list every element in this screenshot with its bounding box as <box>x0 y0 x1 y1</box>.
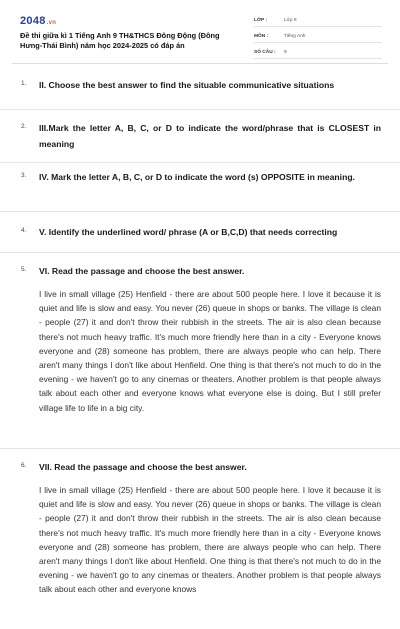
question-title: VI. Read the passage and choose the best answer. <box>39 266 245 276</box>
question-number: 4. <box>21 227 27 234</box>
question-item[interactable] <box>0 110 400 163</box>
question-number: 1. <box>21 80 27 87</box>
meta-class-row <box>254 14 382 27</box>
question-title: IV. Mark the letter A, B, C, or D to indicate the word (s) OPPOSITE in meaning. <box>39 172 355 182</box>
reading-passage: I live in small village (25) Henfield - there are about 500 people here. I love it because it is quiet and life is slow and easy. You never (26) queue in shops or banks. The village is clean - people (27) it and don't throw their rubbish in the streets. The air is also clean because there's not much heavy traffic. It's much more friendly here than in a city - Everyone knows everyone and (28) someone has problem, there are always people who can help. There aren't many things I don't like about Henfield. One thing is that there's not much to do in the evening - we haven't go to any cinemas or theaters. Another problem is that people always talk about each other and everyone knows <box>39 485 381 595</box>
logo-suffix: .vn <box>46 20 57 26</box>
meta-class-value: Lớp 9 <box>284 17 297 23</box>
question-title: II. Choose the best answer to find the situable communicative situations <box>39 80 335 90</box>
question-item[interactable] <box>0 253 400 449</box>
meta-subject-key: MÔN : <box>254 33 269 39</box>
logo-text: 2048 <box>20 15 46 27</box>
question-list <box>0 64 400 629</box>
question-item[interactable] <box>0 64 400 110</box>
question-item[interactable] <box>0 212 400 253</box>
meta-class-key: LỚP : <box>254 17 268 23</box>
question-number: 3. <box>21 172 27 179</box>
question-item[interactable] <box>0 449 400 629</box>
question-number: 2. <box>21 123 27 130</box>
question-title: VII. Read the passage and choose the best answer. <box>39 462 247 472</box>
site-logo[interactable] <box>20 15 56 27</box>
question-item[interactable] <box>0 163 400 212</box>
question-number: 6. <box>21 462 27 469</box>
question-title: III.Mark the letter A, B, C, or D to indicate the word/phrase that is CLOSEST in meaning <box>39 123 381 149</box>
meta-count-value: 9 <box>284 49 287 55</box>
question-number: 5. <box>21 266 27 273</box>
meta-subject-value: Tiếng Anh <box>284 33 306 39</box>
question-title: V. Identify the underlined word/ phrase (A or B,C,D) that needs correcting <box>39 227 338 237</box>
page-header <box>0 0 400 62</box>
meta-count-row <box>254 46 382 59</box>
meta-subject-row <box>254 30 382 43</box>
exam-meta <box>254 14 382 62</box>
reading-passage: I live in small village (25) Henfield - there are about 500 people here. I love it because it is quiet and life is slow and easy. You never (26) queue in shops or banks. The village is clean - people (27) it and don't throw their rubbish in the streets. The air is also clean because there's not much heavy traffic. It's much more friendly here than in a city - Everyone knows everyone and (28) someone has problem, there are always people who can help. There aren't many things I don't like about Henfield. One thing is that there's not much to do in the evening - we haven't go to any cinemas or theaters. Another problem is that people always talk about each other and everyone knows what everyone else is doing. But I still prefer village life to life in a big city. <box>39 289 381 413</box>
document-title: Đề thi giữa kì 1 Tiếng Anh 9 TH&THCS Đông Động (Đông Hưng-Thái Bình) năm học 2024-2025 có đáp án <box>20 31 220 50</box>
meta-count-key: SỐ CÂU : <box>254 49 276 55</box>
